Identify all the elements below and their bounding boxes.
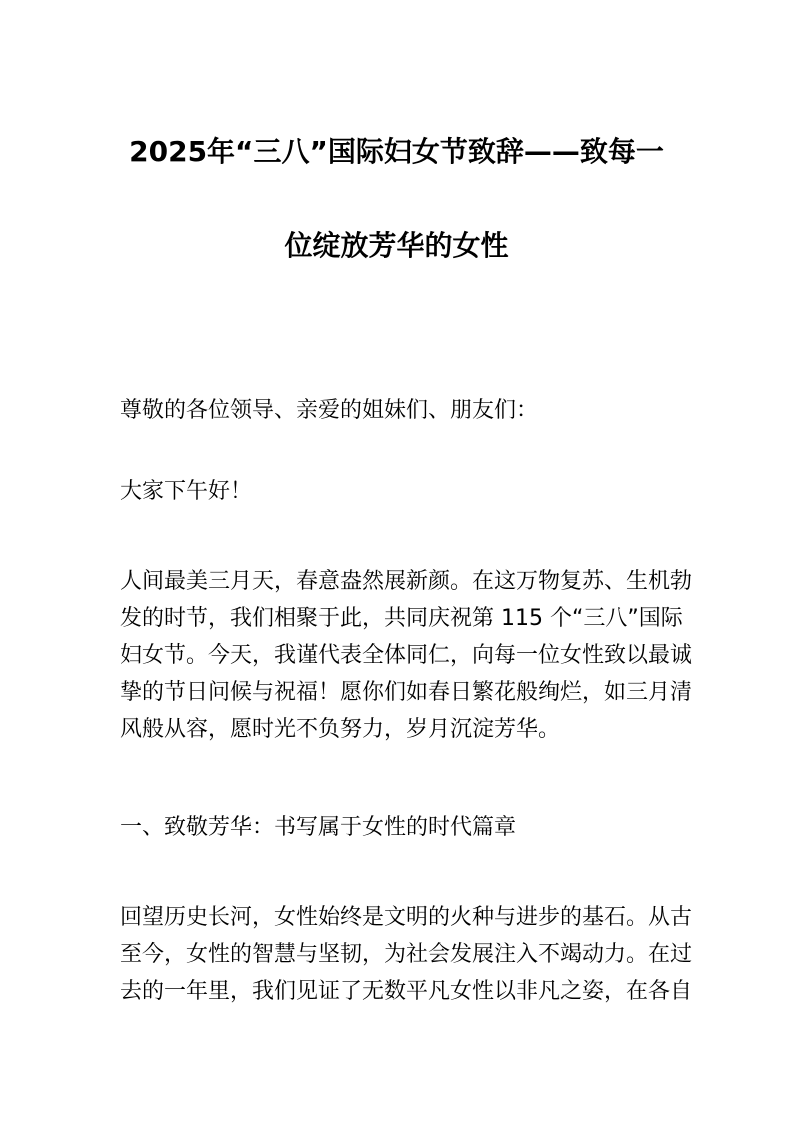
document-title-line-1: 2025年“三八”国际妇女节致辞——致每一 [129,135,664,168]
salutation: 尊敬的各位领导、亲爱的姐妹们、朋友们： [120,398,539,423]
paragraph-line: 发的时节，我们相聚于此，共同庆祝第 115 个“三八”国际 [120,606,683,631]
section-heading: 一、致敬芳华：书写属于女性的时代篇章 [120,815,517,840]
greeting: 大家下午好！ [120,479,253,504]
paragraph-line: 去的一年里，我们见证了无数平凡女性以非凡之姿，在各自 [120,979,693,1004]
paragraph-line: 人间最美三月天，春意盎然展新颜。在这万物复苏、生机勃 [120,569,693,594]
paragraph-line: 回望历史长河，女性始终是文明的火种与进步的基石。从古 [120,905,693,930]
paragraph-line: 妇女节。今天，我谨代表全体同仁，向每一位女性致以最诚 [120,643,693,668]
paragraph-line: 挚的节日问候与祝福！愿你们如春日繁花般绚烂，如三月清 [120,680,693,705]
paragraph-line: 至今，女性的智慧与坚韧，为社会发展注入不竭动力。在过 [120,942,693,967]
document-title-line-2: 位绽放芳华的女性 [284,229,509,262]
paragraph-line: 风般从容，愿时光不负努力，岁月沉淀芳华。 [120,717,561,742]
